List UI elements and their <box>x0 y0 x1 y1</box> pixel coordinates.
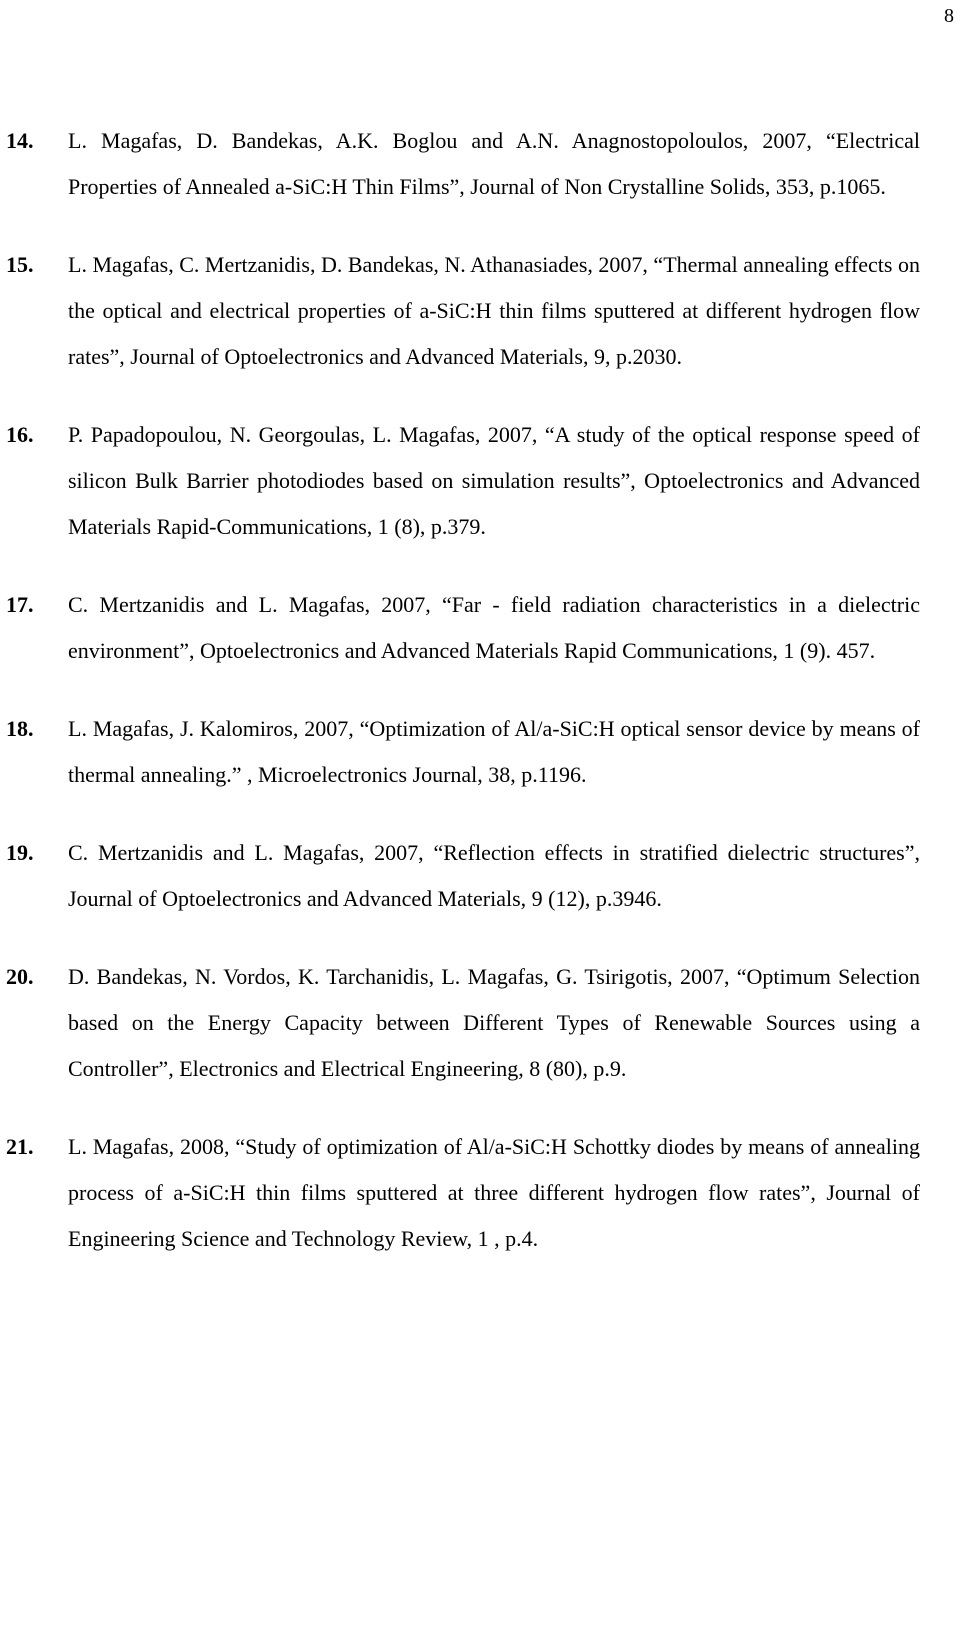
reference-number: 16. <box>6 422 34 447</box>
reference-item <box>0 706 960 798</box>
reference-item <box>0 830 960 922</box>
reference-item <box>0 412 960 550</box>
reference-text: L. Magafas, J. Kalomiros, 2007, “Optimization of Al/a-SiC:H optical sensor device by means of thermal annealing.” , Microelectronics Journal, 38, p.1196. <box>68 716 920 787</box>
reference-item <box>0 1124 960 1262</box>
reference-text: L. Magafas, D. Bandekas, A.K. Boglou and A.N. Anagnostopoloulos, 2007, “Electrical Properties of Annealed a-SiC:H Thin Films”, Journal of Non Crystalline Solids, 353, p.1065. <box>68 128 920 199</box>
page-number: 8 <box>944 5 954 27</box>
reference-text: L. Magafas, 2008, “Study of optimization of Al/a-SiC:H Schottky diodes by means of annealing process of a-SiC:H thin films sputtered at three different hydrogen flow rates”, Journal of Engineering Science and Technology Review, 1 , p.4. <box>68 1134 920 1251</box>
reference-text: C. Mertzanidis and L. Magafas, 2007, “Far - field radiation characteristics in a dielectric environment”, Optoelectronics and Advanced Materials Rapid Communications, 1 (9). 457. <box>68 592 920 663</box>
reference-item <box>0 954 960 1092</box>
reference-number: 17. <box>6 592 34 617</box>
reference-text: D. Bandekas, N. Vordos, K. Tarchanidis, L. Magafas, G. Tsirigotis, 2007, “Optimum Selection based on the Energy Capacity between Different Types of Renewable Sources using a Controller”, Electronics and Electrical Engineering, 8 (80), p.9. <box>68 964 920 1081</box>
reference-number: 15. <box>6 252 34 277</box>
reference-number: 20. <box>6 964 34 989</box>
reference-number: 21. <box>6 1134 34 1159</box>
reference-number: 14. <box>6 128 34 153</box>
reference-number: 19. <box>6 840 34 865</box>
reference-item <box>0 582 960 674</box>
reference-item <box>0 118 960 210</box>
reference-text: C. Mertzanidis and L. Magafas, 2007, “Reflection effects in stratified dielectric structures”, Journal of Optoelectronics and Advanced Materials, 9 (12), p.3946. <box>68 840 920 911</box>
reference-list <box>0 118 960 1262</box>
reference-item <box>0 242 960 380</box>
reference-text: L. Magafas, C. Mertzanidis, D. Bandekas, N. Athanasiades, 2007, “Thermal annealing effects on the optical and electrical properties of a-SiC:H thin films sputtered at different hydrogen flow rates”, Journal of Optoelectronics and Advanced Materials, 9, p.2030. <box>68 252 920 369</box>
reference-number: 18. <box>6 716 34 741</box>
reference-text: P. Papadopoulou, N. Georgoulas, L. Magafas, 2007, “A study of the optical response speed of silicon Bulk Barrier photodiodes based on simulation results”, Optoelectronics and Advanced Materials Rapid-Communications, 1 (8), p.379. <box>68 422 920 539</box>
